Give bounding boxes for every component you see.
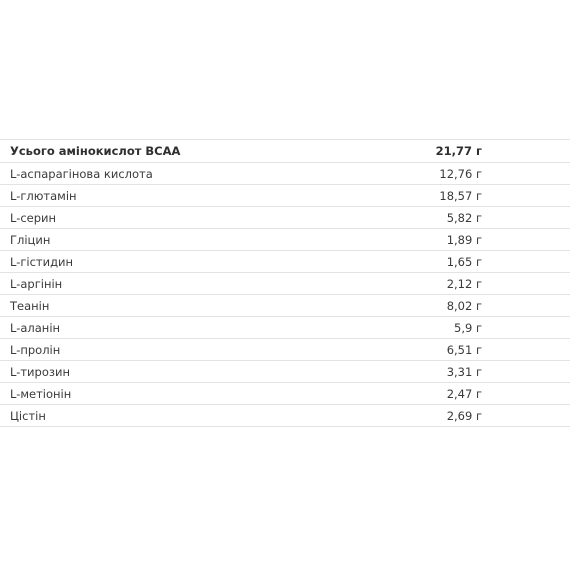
row-name: L-аргінін bbox=[10, 277, 63, 291]
table-row bbox=[0, 295, 570, 317]
table-row bbox=[0, 229, 570, 251]
row-value: 1,89 г bbox=[446, 233, 482, 247]
row-value: 2,69 г bbox=[446, 409, 482, 423]
row-name: Гліцин bbox=[10, 233, 51, 247]
row-value: 18,57 г bbox=[439, 189, 482, 203]
row-value: 1,65 г bbox=[446, 255, 482, 269]
row-name: L-глютамін bbox=[10, 189, 77, 203]
row-value: 8,02 г bbox=[446, 299, 482, 313]
row-name: Цістін bbox=[10, 409, 46, 423]
row-name: Усього амінокислот BCAA bbox=[10, 144, 181, 158]
table-row bbox=[0, 251, 570, 273]
row-value: 21,77 г bbox=[435, 144, 482, 158]
table-row-total bbox=[0, 140, 570, 163]
table-row bbox=[0, 163, 570, 185]
row-name: L-метіонін bbox=[10, 387, 72, 401]
row-name: Теанін bbox=[10, 299, 50, 313]
row-name: L-тирозин bbox=[10, 365, 70, 379]
row-value: 5,82 г bbox=[446, 211, 482, 225]
table-row bbox=[0, 339, 570, 361]
row-name: L-аланін bbox=[10, 321, 61, 335]
row-value: 3,31 г bbox=[446, 365, 482, 379]
row-name: L-пролін bbox=[10, 343, 61, 357]
row-name: L-аспарагінова кислота bbox=[10, 167, 153, 181]
amino-acid-table bbox=[0, 139, 570, 427]
row-value: 2,12 г bbox=[446, 277, 482, 291]
table-row bbox=[0, 185, 570, 207]
table-row bbox=[0, 383, 570, 405]
row-value: 6,51 г bbox=[446, 343, 482, 357]
row-value: 12,76 г bbox=[439, 167, 482, 181]
row-name: L-гістидин bbox=[10, 255, 74, 269]
table-row bbox=[0, 273, 570, 295]
row-value: 5,9 г bbox=[454, 321, 482, 335]
table-row bbox=[0, 317, 570, 339]
row-value: 2,47 г bbox=[446, 387, 482, 401]
table-row bbox=[0, 405, 570, 427]
row-name: L-серин bbox=[10, 211, 57, 225]
table-row bbox=[0, 207, 570, 229]
table-row bbox=[0, 361, 570, 383]
